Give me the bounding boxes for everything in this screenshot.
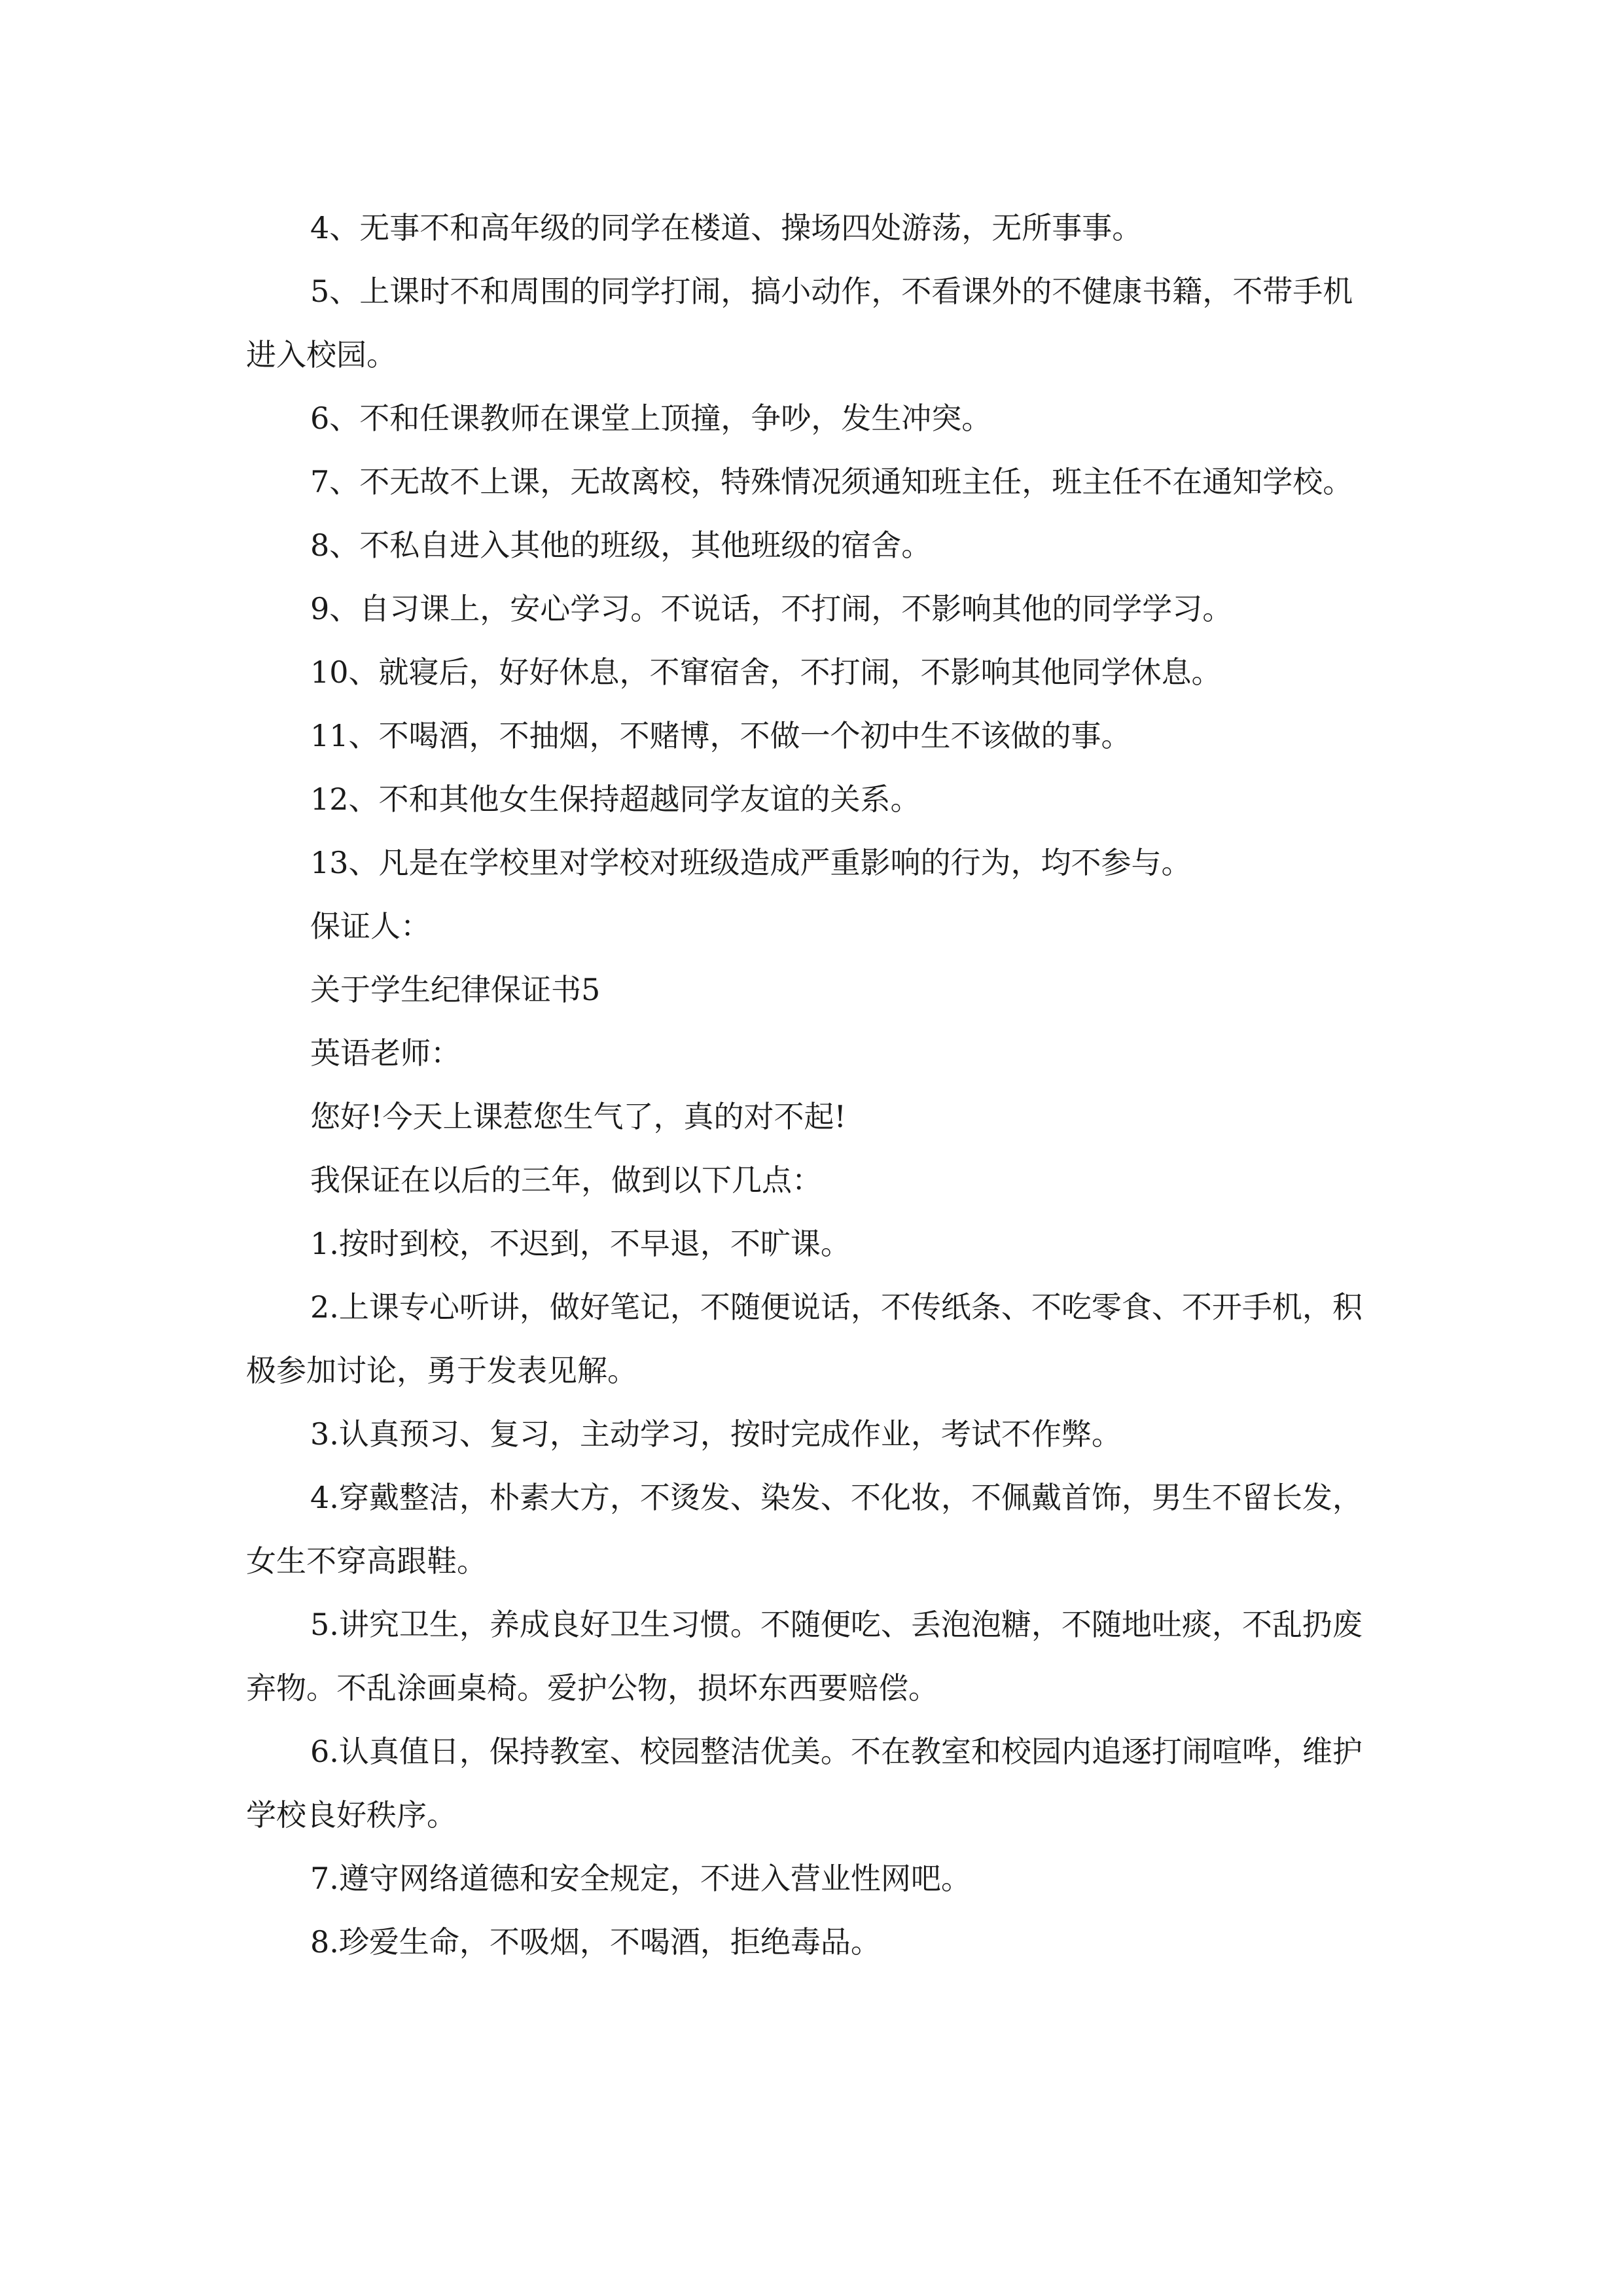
promise-item-8: 8.珍爱生命，不吸烟，不喝酒，拒绝毒品。 xyxy=(310,1924,881,1960)
paragraph-rule-13: 13、凡是在学校里对学校对班级造成严重影响的行为，均不参与。 xyxy=(310,845,1192,880)
document-body xyxy=(246,196,1378,1974)
paragraph-rule-7: 7、不无故不上课，无故离校，特殊情况须通知班主任，班主任不在通知学校。 xyxy=(310,464,1353,499)
promise-item-5: 5.讲究卫生，养成良好卫生习惯。不随便吃、丢泡泡糖，不随地吐痰，不乱扔废弃物。不乱涂画桌椅。爱护公物，损坏东西要赔偿。 xyxy=(246,1607,1363,1706)
promise-item-2: 2.上课专心听讲，做好笔记，不随便说话，不传纸条、不吃零食、不开手机，积极参加讨论，勇于发表见解。 xyxy=(246,1289,1363,1388)
promise-item-3: 3.认真预习、复习，主动学习，按时完成作业，考试不作弊。 xyxy=(310,1416,1122,1452)
paragraph-rule-4: 4、无事不和高年级的同学在楼道、操场四处游荡，无所事事。 xyxy=(310,210,1143,245)
paragraph-rule-11: 11、不喝酒，不抽烟，不赌博，不做一个初中生不该做的事。 xyxy=(310,718,1132,753)
paragraph-rule-6: 6、不和任课教师在课堂上顶撞，争吵，发生冲突。 xyxy=(310,401,992,436)
paragraph-rule-9: 9、自习课上，安心学习。不说话，不打闹，不影响其他的同学学习。 xyxy=(310,591,1233,626)
promise-item-7: 7.遵守网络道德和安全规定，不进入营业性网吧。 xyxy=(310,1861,971,1896)
section-title: 关于学生纪律保证书5 xyxy=(310,972,601,1007)
guarantor-line: 保证人： xyxy=(310,908,431,944)
paragraph-rule-12: 12、不和其他女生保持超越同学友谊的关系。 xyxy=(310,781,921,817)
apology-line: 您好!今天上课惹您生气了，真的对不起! xyxy=(310,1099,846,1134)
paragraph-rule-10: 10、就寝后，好好休息，不窜宿舍，不打闹，不影响其他同学休息。 xyxy=(310,655,1222,690)
promise-item-1: 1.按时到校，不迟到，不早退，不旷课。 xyxy=(310,1226,851,1261)
promise-item-4: 4.穿戴整洁，朴素大方，不烫发、染发、不化妆，不佩戴首饰，男生不留长发，女生不穿高跟鞋。 xyxy=(246,1480,1363,1579)
paragraph-rule-8: 8、不私自进入其他的班级，其他班级的宿舍。 xyxy=(310,528,932,563)
salutation: 英语老师： xyxy=(310,1035,461,1071)
paragraph-rule-5: 5、上课时不和周围的同学打闹，搞小动作，不看课外的不健康书籍，不带手机进入校园。 xyxy=(246,274,1353,372)
promise-intro: 我保证在以后的三年，做到以下几点： xyxy=(310,1162,822,1198)
promise-item-6: 6.认真值日，保持教室、校园整洁优美。不在教室和校园内追逐打闹喧哗，维护学校良好秩序。 xyxy=(246,1734,1363,1833)
